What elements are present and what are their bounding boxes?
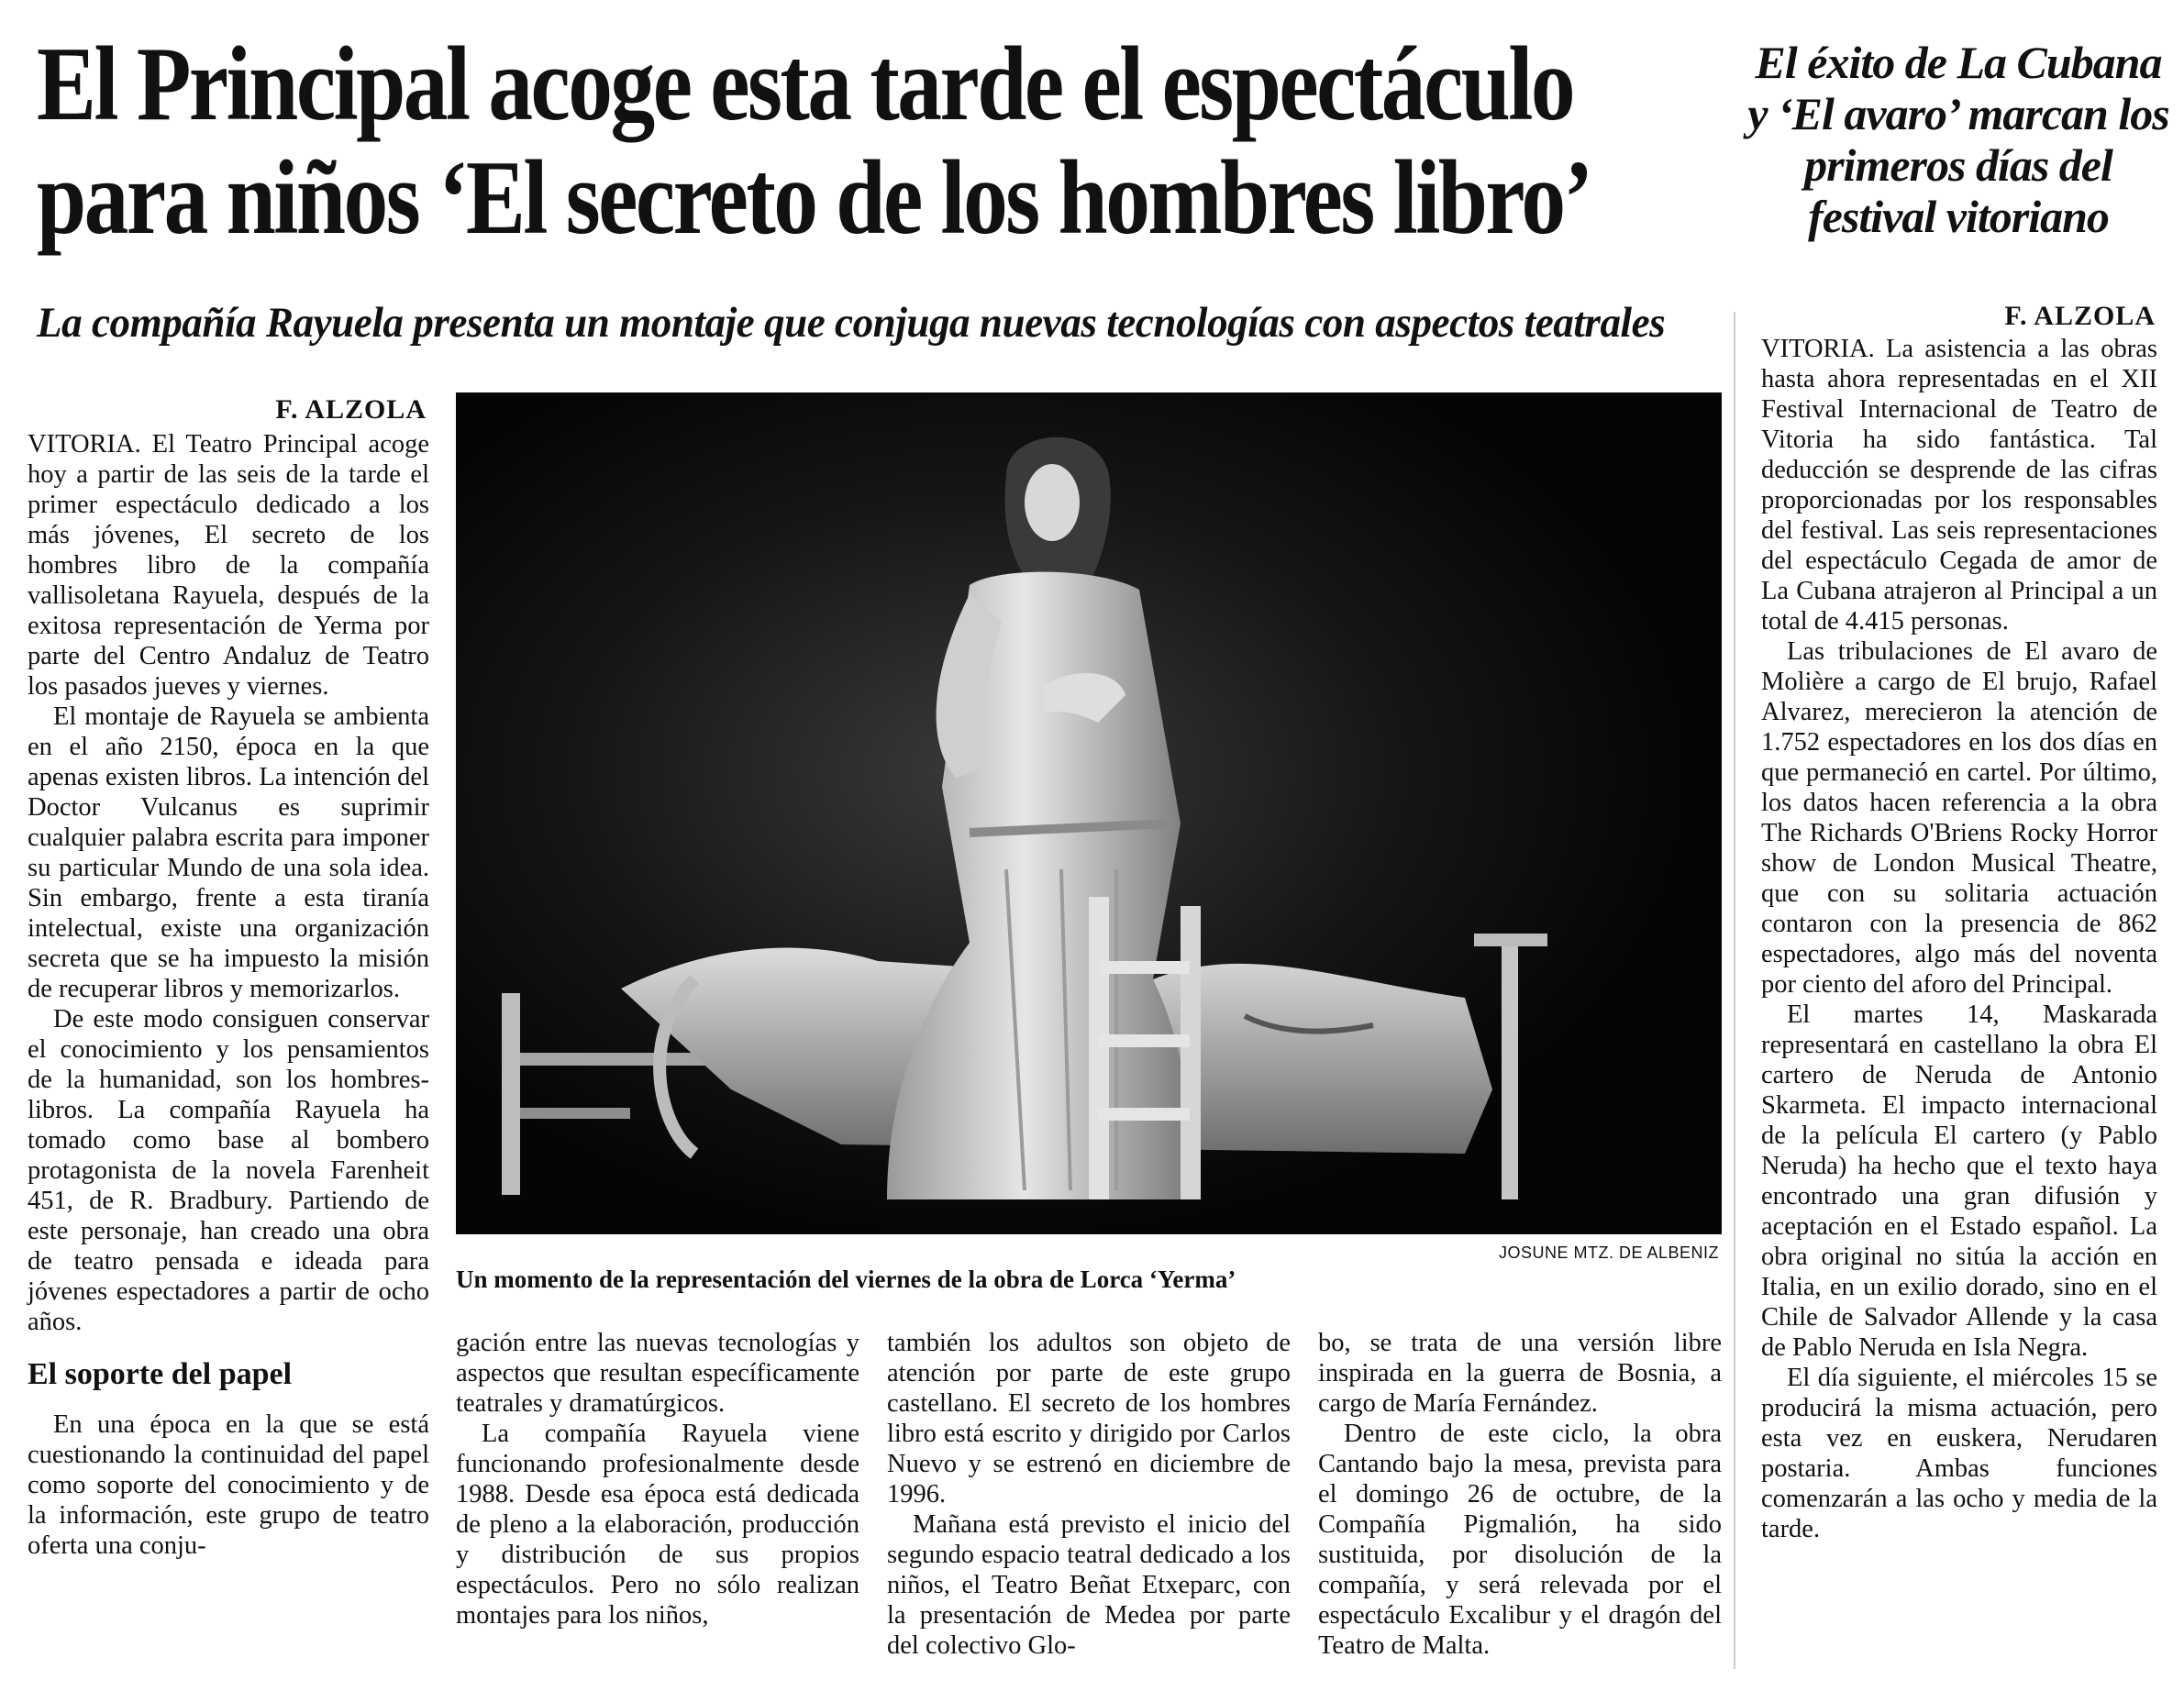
col1-paragraph-2: El montaje de Rayuela se ambienta en el año 2150, época en la que apenas existen libros. La intención del Doctor Vulcanus es suprimir cualquier palabra escrita para imponer su particular Mundo de una sola idea. Sin embargo, frente a esta tiranía intelectual, existe una organización secreta que se ha impuesto la misión de recuperar libros y memorizarlos. (28, 702, 429, 1003)
subheadline: La compañía Rayuela presenta un montaje que conjuga nuevas tecnologías con aspectos teatrales (37, 299, 1666, 347)
col4-paragraph-2: Dentro de este ciclo, la obra Cantando bajo la mesa, prevista para el domingo 26 de octubre, de la Compañía Pigmalión, ha sido sustituida, por disolución de la compañía, y será relevada por el espectáculo Excalibur y el dragón del Teatro de Malta. (1318, 1420, 1722, 1660)
side-paragraph-2: Las tribulaciones de El avaro de Molière a cargo de El brujo, Rafael Alvarez, merecieron la atención de 1.752 espectadores en los dos días en que permaneció en cartel. Por último, los datos hacen referencia a la obra The Richards O'Briens Rocky Horror show de London Musical Theatre, que con su solitaria actuación contaron con la presencia de 862 espectadores, algo más del noventa por ciento del aforo del Principal. (1761, 637, 2157, 999)
side-headline-line-1: El éxito de La Cubana (1755, 37, 2162, 88)
side-paragraph-1: VITORIA. La asistencia a las obras hasta ahora representadas en el XII Festival Internacional de Teatro de Vitoria ha sido fantástica. Tal deducción se desprende de las cifras proporcionadas por los responsables del festival. Las seis representaciones del espectáculo Cegada de amor de La Cubana atrajeron al Principal a un total de 4.415 personas. (1761, 335, 2157, 635)
article-column-4 (1318, 1328, 1722, 1661)
col1-paragraph-1: VITORIA. El Teatro Principal acoge hoy a partir de las seis de la tarde el primer espectáculo dedicado a los más jóvenes, El secreto de los hombres libro de la compañía vallisoletana Rayuela, después de la exitosa representación de Yerma por parte del Centro Andaluz de Teatro los pasados jueves y viernes. (28, 430, 429, 701)
article-column-3 (887, 1328, 1291, 1661)
photo-caption: Un momento de la representación del viernes de la obra de Lorca ‘Yerma’ (456, 1265, 1236, 1293)
article-column-2 (456, 1328, 859, 1630)
main-byline: F. ALZOLA (275, 394, 427, 425)
photo-illustration (456, 392, 1722, 1234)
col1-paragraph-3: De este modo consiguen conservar el conocimiento y los pensamientos de la humanidad, son los hombres-libros. La compañía Rayuela ha tomado como base al bombero protagonista de la novela Farenheit 451, de R. Bradbury. Partiendo de este personaje, han creado una obra de teatro pensada e ideada para jóvenes espectadores a partir de ocho años. (28, 1005, 429, 1336)
side-headline-line-2: y ‘El avaro’ marcan los (1747, 88, 2169, 139)
article-column-1 (28, 429, 429, 1561)
side-headline-line-3: primeros días del (1804, 139, 2112, 191)
headline-line-1: El Principal acoge esta tarde el espectáculo (37, 26, 1574, 143)
side-byline: F. ALZOLA (2004, 301, 2156, 331)
side-headline (1743, 37, 2174, 242)
main-headline (37, 26, 1591, 257)
side-paragraph-4: El día siguiente, el miércoles 15 se producirá la misma actuación, pero esta vez en euskera, Nerudaren postaria. Ambas funciones comenzarán a las ocho y media de la tarde. (1761, 1364, 2157, 1543)
col2-paragraph-1: gación entre las nuevas tecnologías y aspectos que resultan específicamente teatrales y dramatúrgicos. (456, 1329, 859, 1418)
headline-line-2: para niños ‘El secreto de los hombres libro’ (37, 139, 1591, 257)
side-article-column (1761, 334, 2157, 1544)
side-paragraph-3: El martes 14, Maskarada representará en castellano la obra El cartero de Neruda de Antonio Skarmeta. El impacto internacional de la película El cartero (y Pablo Neruda) ha hecho que el texto haya encontrado una gran difusión y aceptación en el Estado español. La obra original no sitúa la acción en Italia, en un exilio dorado, sino en el Chile de Salvador Allende y la casa de Pablo Neruda en Isla Negra. (1761, 1000, 2157, 1362)
col2-paragraph-2: La compañía Rayuela viene funcionando profesionalmente desde 1988. Desde esa época está dedicada de pleno a la elaboración, producción y distribución de sus propios espectáculos. Pero no sólo realizan montajes para los niños, (456, 1420, 859, 1630)
section-title: El soporte del papel (28, 1357, 293, 1391)
side-headline-line-4: festival vitoriano (1808, 191, 2109, 242)
column-divider (1734, 312, 1735, 1669)
col3-paragraph-2: Mañana está previsto el inicio del segundo espacio teatral dedicado a los niños, el Teatro Beñat Etxeparc, con la presentación de Medea por parte del colectivo Glo- (887, 1510, 1291, 1660)
col3-paragraph-1: también los adultos son objeto de atención por parte de este grupo castellano. El secreto de los hombres libro está escrito y dirigido por Carlos Nuevo y se estrenó en diciembre de 1996. (887, 1329, 1291, 1509)
col4-paragraph-1: bo, se trata de una versión libre inspirada en la guerra de Bosnia, a cargo de María Fernández. (1318, 1329, 1722, 1418)
photo-credit: JOSUNE MTZ. DE ALBENIZ (1498, 1243, 1719, 1262)
stage-photo (456, 392, 1722, 1234)
col1-paragraph-4: En una época en la que se está cuestionando la continuidad del papel como soporte del conocimiento y de la información, este grupo de teatro oferta una conju- (28, 1410, 429, 1560)
